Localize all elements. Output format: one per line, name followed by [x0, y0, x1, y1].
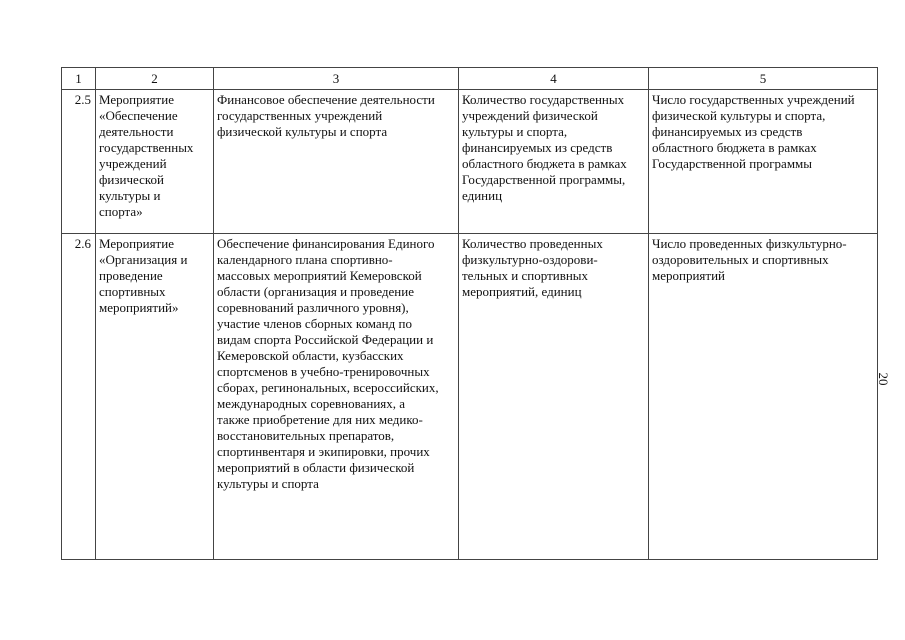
cell-line: мероприятий — [652, 268, 725, 283]
cell-line: государственных учреждений — [217, 108, 383, 123]
cell-line: Обеспечение финансирования Единого — [217, 236, 435, 251]
cell-line: культуры и — [99, 188, 161, 203]
cell-line: Государственной программы, — [462, 172, 626, 187]
cell-line: соревнований различного уровня), — [217, 300, 409, 315]
cell-line: Число проведенных физкультурно- — [652, 236, 847, 251]
cell-line: спортсменов в учебно-тренировочных — [217, 364, 430, 379]
cell-line: Мероприятие — [99, 236, 174, 251]
event-cell — [96, 234, 214, 560]
indicator-cell — [459, 234, 649, 560]
cell-line: единиц — [462, 188, 503, 203]
header-cell-1: 1 — [62, 68, 96, 90]
cell-line: «Обеспечение — [99, 108, 178, 123]
cell-line: тельных и спортивных — [462, 268, 589, 283]
cell-line: физической — [99, 172, 164, 187]
cell-line: оздоровительных и спортивных — [652, 252, 829, 267]
cell-line: государственных — [99, 140, 194, 155]
cell-line: физической культуры и спорта — [217, 124, 388, 139]
cell-line: Финансовое обеспечение деятельности — [217, 92, 435, 107]
cell-line: проведение — [99, 268, 163, 283]
indicator-cell — [459, 90, 649, 234]
cell-line: культуры и спорта, — [462, 124, 568, 139]
cell-line: Государственной программы — [652, 156, 813, 171]
header-cell-5: 5 — [649, 68, 878, 90]
cell-line: Количество государственных — [462, 92, 625, 107]
cell-line: мероприятий, единиц — [462, 284, 582, 299]
cell-line: спортинвентаря и экипировки, прочих — [217, 444, 430, 459]
event-cell — [96, 90, 214, 234]
cell-line: физкультурно-оздорови- — [462, 252, 598, 267]
cell-line: финансируемых из средств — [462, 140, 613, 155]
cell-line: области (организация и проведение — [217, 284, 414, 299]
cell-line: также приобретение для них медико- — [217, 412, 423, 427]
content-cell — [214, 90, 459, 234]
cell-line: «Организация и — [99, 252, 188, 267]
header-cell-2: 2 — [96, 68, 214, 90]
cell-line: мероприятий» — [99, 300, 179, 315]
cell-line: культуры и спорта — [217, 476, 319, 491]
cell-line: учреждений — [99, 156, 167, 171]
table-row — [62, 90, 878, 234]
cell-line: участие членов сборных команд по — [217, 316, 412, 331]
cell-line: мероприятий в области физической — [217, 460, 415, 475]
cell-line: видам спорта Российской Федерации и — [217, 332, 434, 347]
program-table — [61, 67, 878, 560]
cell-line: спортивных — [99, 284, 166, 299]
header-cell-4: 4 — [459, 68, 649, 90]
row-number: 2.6 — [62, 234, 96, 560]
cell-line: международных соревнованиях, а — [217, 396, 406, 411]
cell-line: финансируемых из средств — [652, 124, 803, 139]
method-cell — [649, 234, 878, 560]
cell-line: спорта» — [99, 204, 143, 219]
cell-line: восстановительных препаратов, — [217, 428, 395, 443]
cell-line: сборах, регинональных, всероссийских, — [217, 380, 439, 395]
cell-line: Кемеровской области, кузбасских — [217, 348, 404, 363]
table-row — [62, 234, 878, 560]
page-number: 20 — [876, 372, 891, 386]
cell-line: календарного плана спортивно- — [217, 252, 393, 267]
cell-line: учреждений физической — [462, 108, 598, 123]
cell-line: областного бюджета в рамках — [462, 156, 627, 171]
cell-line: деятельности — [99, 124, 174, 139]
header-row — [62, 68, 878, 90]
content-cell — [214, 234, 459, 560]
cell-line: Мероприятие — [99, 92, 174, 107]
cell-line: Число государственных учреждений — [652, 92, 855, 107]
cell-line: физической культуры и спорта, — [652, 108, 826, 123]
cell-line: Количество проведенных — [462, 236, 603, 251]
cell-line: массовых мероприятий Кемеровской — [217, 268, 422, 283]
row-number: 2.5 — [62, 90, 96, 234]
method-cell — [649, 90, 878, 234]
cell-line: областного бюджета в рамках — [652, 140, 817, 155]
header-cell-3: 3 — [214, 68, 459, 90]
